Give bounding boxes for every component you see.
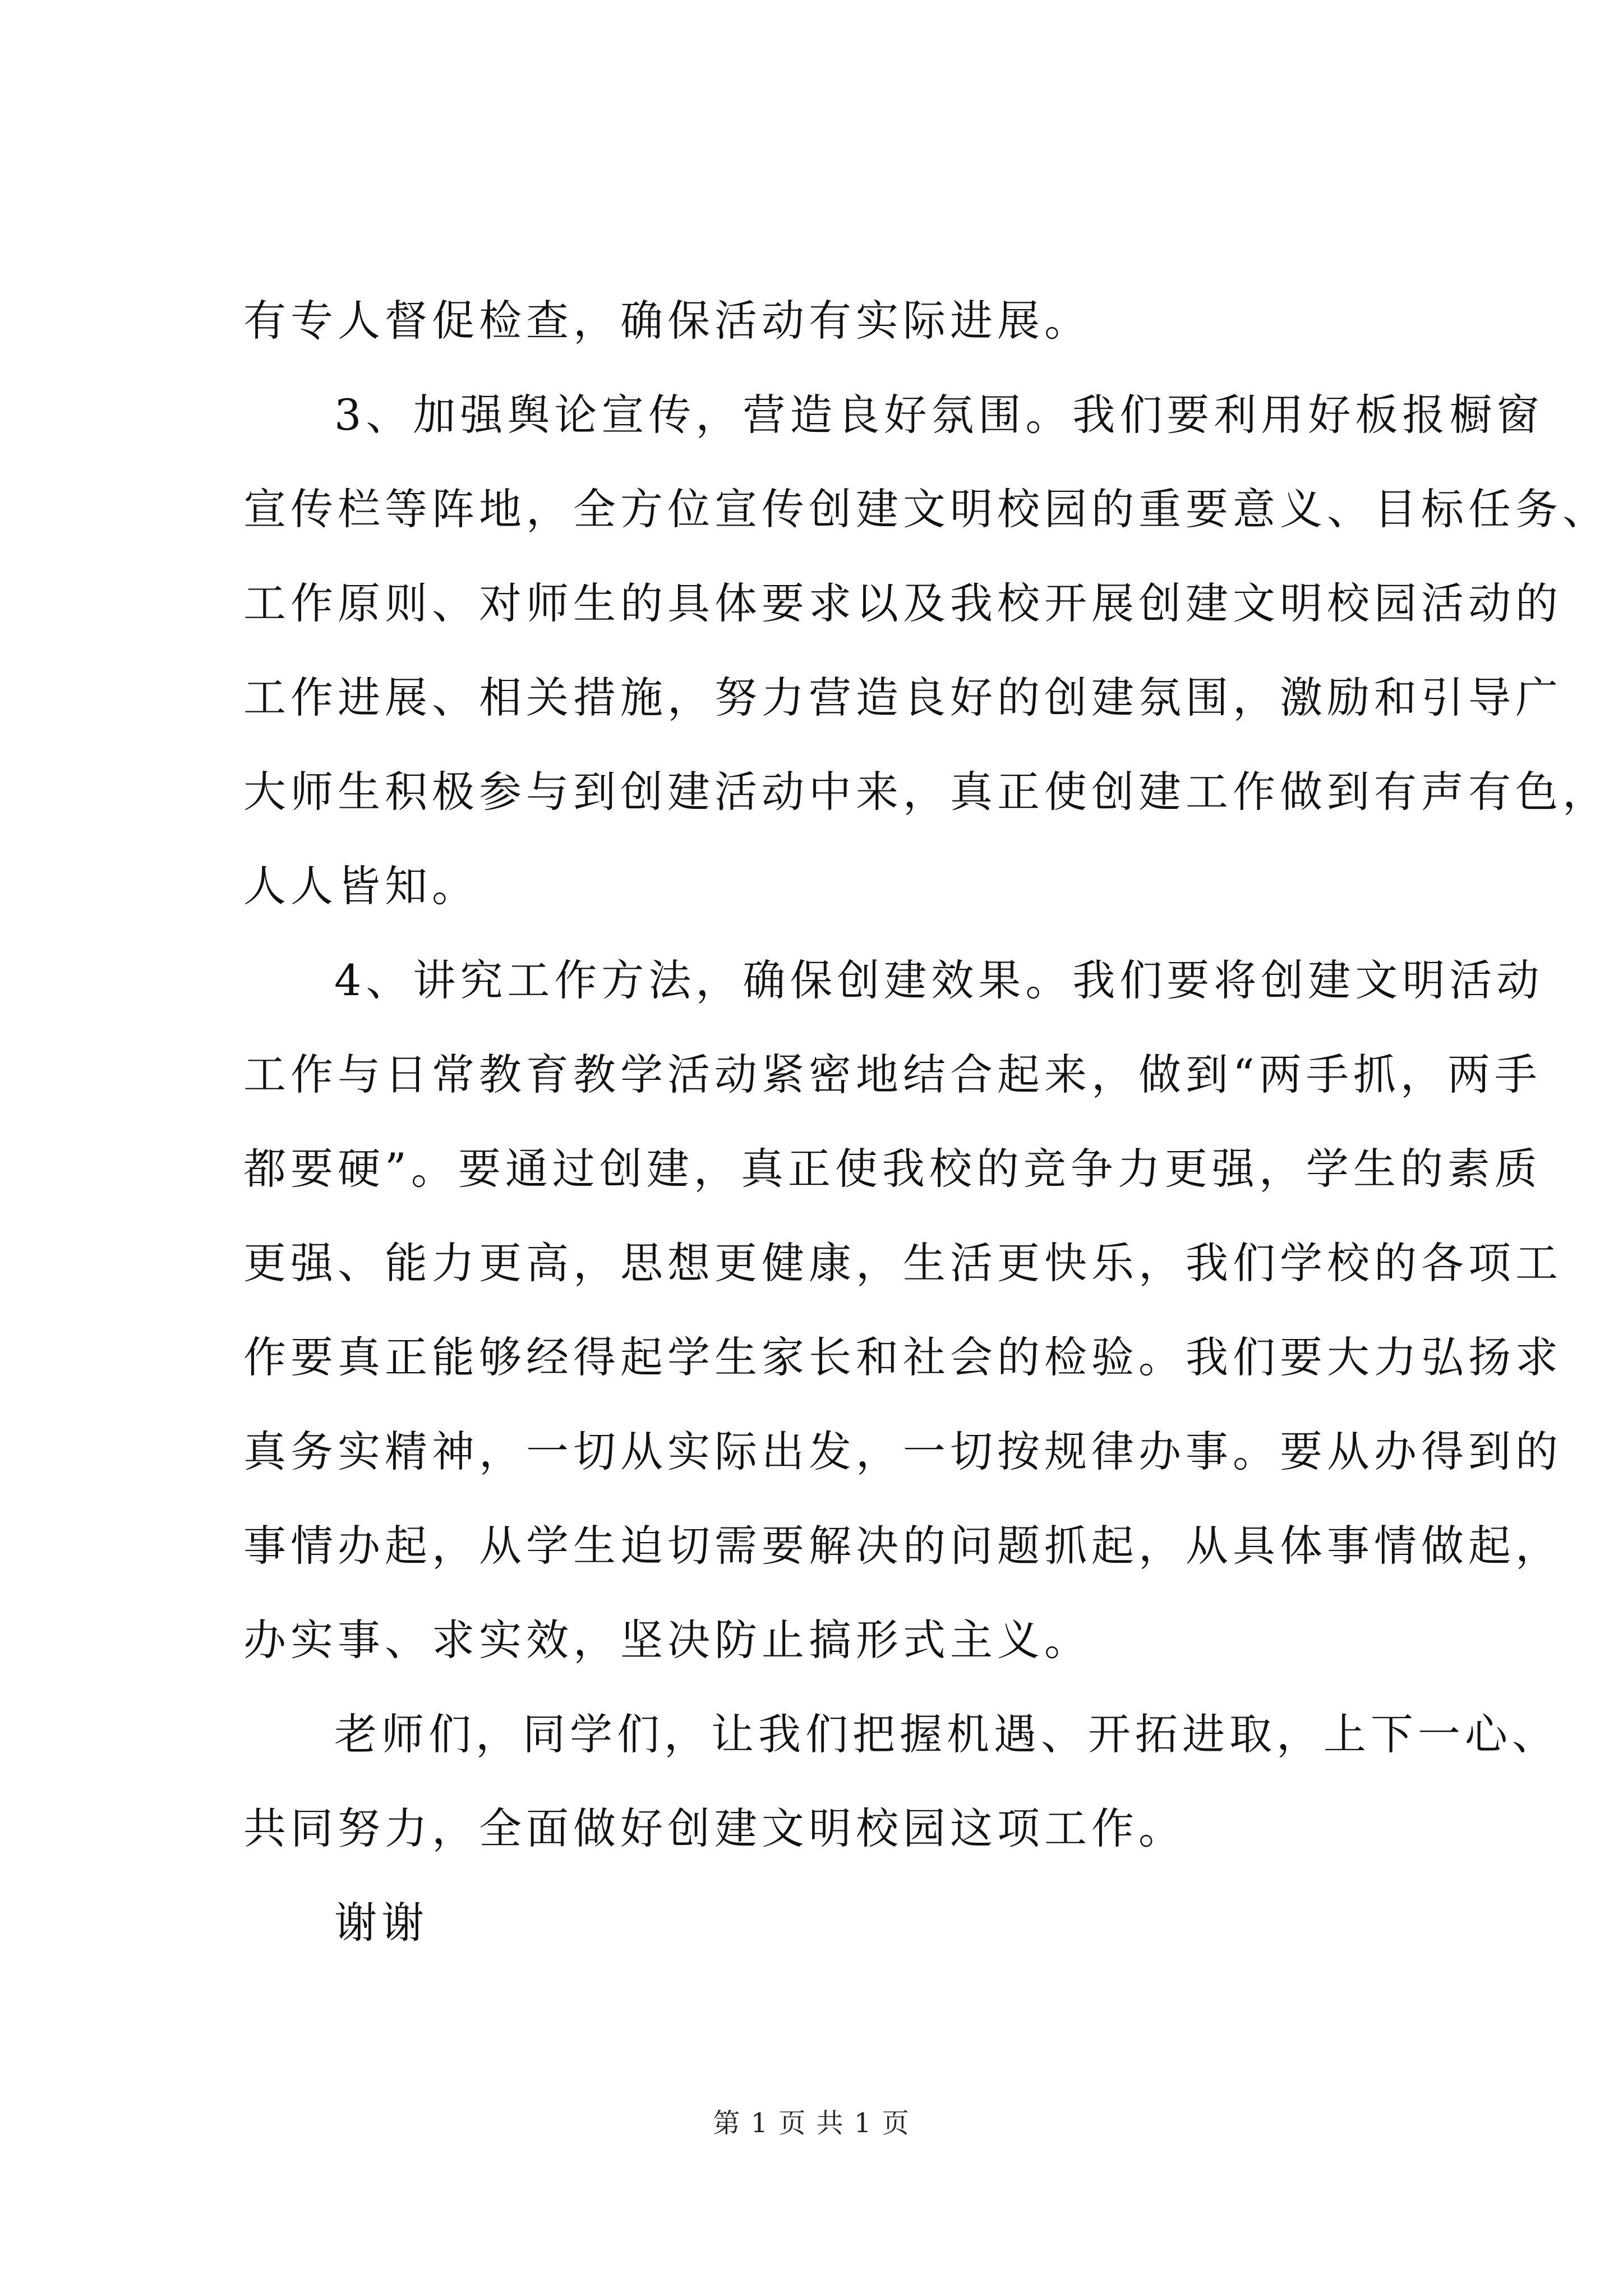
text-line-11: 更强、能力更高，思想更健康，生活更快乐，我们学校的各项工 (243, 1238, 1562, 1288)
text-line-8: 4、讲究工作方法，确保创建效果。我们要将创建文明活动 (334, 955, 1544, 1005)
text-line-7: 人人皆知。 (243, 861, 479, 911)
text-line-2: 3、加强舆论宣传，营造良好氛围。我们要利用好板报橱窗 (334, 390, 1544, 440)
text-line-5: 工作进展、相关措施，努力营造良好的创建氛围，激励和引导广 (243, 673, 1562, 723)
text-line-9: 工作与日常教育教学活动紧密地结合起来，做到“两手抓，两手 (243, 1050, 1542, 1099)
page-number-footer: 第 1 页 共 1 页 (713, 2108, 910, 2139)
text-line-17: 共同努力，全面做好创建文明校园这项工作。 (243, 1803, 1186, 1853)
text-line-3: 宣传栏等阵地，全方位宣传创建文明校园的重要意义、目标任务、 (243, 484, 1610, 534)
text-line-16: 老师们，同学们，让我们把握机遇、开拓进取，上下一心、 (334, 1709, 1559, 1759)
text-line-6: 大师生积极参与到创建活动中来，真正使创建工作做到有声有色， (243, 767, 1610, 817)
text-line-18: 谢谢 (334, 1898, 428, 1948)
text-line-12: 作要真正能够经得起学生家长和社会的检验。我们要大力弘扬求 (243, 1332, 1562, 1382)
text-line-15: 办实事、求实效，坚决防止搞形式主义。 (243, 1615, 1091, 1665)
text-line-4: 工作原则、对师生的具体要求以及我校开展创建文明校园活动的 (243, 578, 1562, 628)
text-line-13: 真务实精神，一切从实际出发，一切按规律办事。要从办得到的 (243, 1427, 1562, 1476)
document-body (243, 274, 1610, 1970)
text-line-14: 事情办起，从学生迫切需要解决的问题抓起，从具体事情做起， (243, 1521, 1562, 1571)
text-line-1: 有专人督促检查，确保活动有实际进展。 (243, 296, 1091, 346)
text-line-10: 都要硬”。要通过创建，真正使我校的竞争力更强，学生的素质 (243, 1144, 1542, 1194)
